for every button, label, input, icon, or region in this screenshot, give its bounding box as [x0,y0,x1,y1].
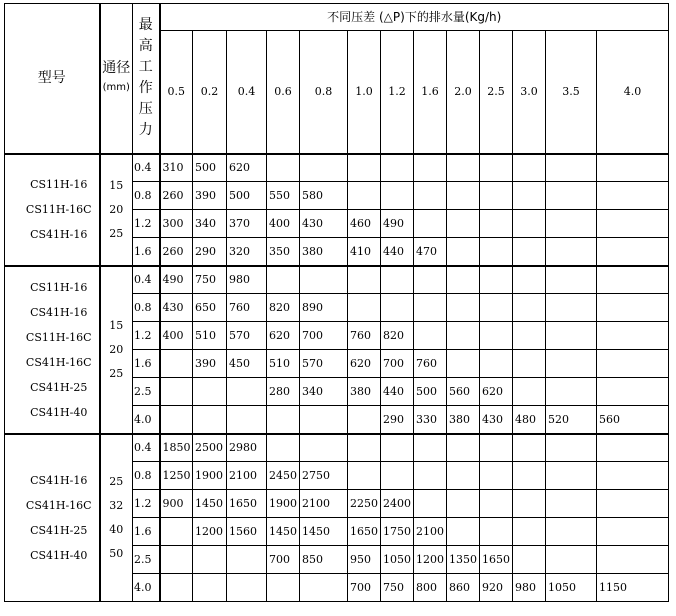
capacity-cell: 620 [267,322,300,350]
capacity-cell [480,518,513,546]
capacity-cell: 560 [597,406,669,434]
diameter-unit: (mm) [102,82,130,94]
capacity-cell [267,574,300,602]
capacity-cell [348,154,381,182]
capacity-cell [300,406,348,434]
table-row [5,266,669,294]
capacity-cell: 1900 [193,462,227,490]
max-pressure-char: 高 [138,38,153,55]
capacity-cell: 400 [160,322,193,350]
capacity-cell [480,462,513,490]
capacity-cell [546,518,597,546]
model-name: CS41H-16 [30,473,88,487]
capacity-cell: 1900 [267,490,300,518]
capacity-cell [546,210,597,238]
capacity-cell [160,350,193,378]
capacity-cell [546,350,597,378]
pressure-cell: 0.4 [133,154,160,182]
model-list [5,434,100,602]
capacity-cell: 620 [480,378,513,406]
capacity-cell: 860 [447,574,480,602]
capacity-cell: 440 [381,238,414,266]
capacity-cell: 500 [227,182,267,210]
pressure-cell: 1.2 [133,210,160,238]
capacity-cell: 570 [227,322,267,350]
capacity-cell [447,518,480,546]
dp-header: 3.5 [546,31,597,154]
capacity-cell [513,350,546,378]
capacity-cell: 450 [227,350,267,378]
capacity-cell [267,154,300,182]
pressure-cell: 4.0 [133,406,160,434]
diameter-list [100,154,133,266]
capacity-cell [160,406,193,434]
capacity-cell: 490 [160,266,193,294]
capacity-cell [546,238,597,266]
pressure-cell: 1.2 [133,490,160,518]
dp-header: 4.0 [597,31,669,154]
capacity-cell: 480 [513,406,546,434]
capacity-cell: 760 [227,294,267,322]
dp-header: 1.6 [414,31,447,154]
capacity-cell [447,154,480,182]
capacity-cell [447,462,480,490]
table-row [5,154,669,182]
capacity-cell: 980 [227,266,267,294]
model-name: CS11H-16 [30,178,88,191]
capacity-cell [546,266,597,294]
capacity-cell [300,266,348,294]
capacity-cell: 2980 [227,434,267,462]
capacity-cell [414,182,447,210]
capacity-cell: 410 [348,238,381,266]
capacity-cell: 430 [480,406,513,434]
capacity-cell [597,490,669,518]
capacity-cell [267,266,300,294]
capacity-cell [480,266,513,294]
capacity-cell [597,378,669,406]
capacity-cell: 430 [300,210,348,238]
dp-header: 0.2 [193,31,227,154]
capacity-cell [546,154,597,182]
pressure-cell: 1.2 [133,322,160,350]
capacity-cell [300,574,348,602]
capacity-cell: 1200 [193,518,227,546]
capacity-cell: 1150 [597,574,669,602]
capacity-cell: 380 [348,378,381,406]
capacity-cell [480,350,513,378]
diameter-value: 32 [109,498,124,512]
model-name: CS11H-16C [25,330,92,344]
capacity-cell: 340 [300,378,348,406]
capacity-cell: 700 [348,574,381,602]
capacity-cell [348,182,381,210]
capacity-cell: 550 [267,182,300,210]
capacity-cell [414,210,447,238]
capacity-cell: 1250 [160,462,193,490]
dp-header: 0.8 [300,31,348,154]
capacity-cell: 1350 [447,546,480,574]
capacity-cell: 2400 [381,490,414,518]
capacity-cell [447,266,480,294]
capacity-cell [513,546,546,574]
capacity-cell: 510 [193,322,227,350]
capacity-cell: 1650 [348,518,381,546]
dp-header: 2.5 [480,31,513,154]
capacity-cell [193,574,227,602]
capacity-cell [193,406,227,434]
capacity-cell: 700 [381,350,414,378]
capacity-cell [447,434,480,462]
capacity-cell [381,182,414,210]
capacity-cell: 470 [414,238,447,266]
capacity-cell [480,294,513,322]
capacity-cell: 1450 [300,518,348,546]
model-name: CS11H-16C [25,203,92,216]
dp-header: 0.6 [267,31,300,154]
diameter-value: 15 [109,178,124,192]
pressure-cell: 4.0 [133,574,160,602]
diameter-header [100,4,133,154]
capacity-cell: 850 [300,546,348,574]
drainage-capacity-table [4,3,669,602]
capacity-cell [447,322,480,350]
capacity-cell: 1200 [414,546,447,574]
capacity-cell: 1650 [227,490,267,518]
capacity-cell: 760 [348,322,381,350]
model-header: 型号 [5,4,100,154]
capacity-cell [447,210,480,238]
dp-header: 2.0 [447,31,480,154]
capacity-cell [160,378,193,406]
dp-header: 3.0 [513,31,546,154]
diameter-header-label: 通径 [102,60,131,77]
capacity-cell: 390 [193,182,227,210]
capacity-cell: 390 [193,350,227,378]
pressure-cell: 0.4 [133,434,160,462]
capacity-cell: 440 [381,378,414,406]
capacity-cell [381,266,414,294]
capacity-cell [348,294,381,322]
capacity-cell [546,490,597,518]
capacity-cell: 300 [160,210,193,238]
capacity-cell [546,182,597,210]
diameter-list [100,434,133,602]
capacity-cell [414,294,447,322]
dp-header: 1.0 [348,31,381,154]
capacity-cell [513,182,546,210]
capacity-cell [513,154,546,182]
capacity-cell: 1050 [381,546,414,574]
capacity-cell [546,322,597,350]
capacity-cell [597,266,669,294]
capacity-cell [513,210,546,238]
capacity-cell [348,462,381,490]
diameter-list [100,266,133,434]
diameter-value: 20 [109,342,124,356]
model-name: CS41H-40 [30,548,88,562]
capacity-cell: 310 [160,154,193,182]
pressure-cell: 0.4 [133,266,160,294]
capacity-cell [447,350,480,378]
capacity-cell [414,490,447,518]
capacity-cell: 370 [227,210,267,238]
capacity-cell [160,574,193,602]
model-name: CS41H-16C [25,355,92,369]
capacity-cell: 2100 [300,490,348,518]
capacity-cell: 800 [414,574,447,602]
capacity-cell [414,434,447,462]
capacity-cell [513,266,546,294]
pressure-cell: 2.5 [133,546,160,574]
capacity-cell: 580 [300,182,348,210]
capacity-cell: 950 [348,546,381,574]
model-name: CS41H-40 [30,405,88,419]
capacity-cell: 820 [381,322,414,350]
capacity-cell: 400 [267,210,300,238]
capacity-cell [597,182,669,210]
capacity-cell [513,434,546,462]
capacity-cell [227,546,267,574]
model-name: CS41H-16 [30,305,88,319]
capacity-cell [381,462,414,490]
capacity-cell [546,294,597,322]
capacity-cell: 890 [300,294,348,322]
diameter-value: 15 [109,318,124,332]
capacity-cell [160,518,193,546]
capacity-cell [513,322,546,350]
pressure-cell: 1.6 [133,238,160,266]
capacity-cell: 2250 [348,490,381,518]
pressure-cell: 1.6 [133,518,160,546]
capacity-cell [348,434,381,462]
capacity-cell: 510 [267,350,300,378]
capacity-cell: 350 [267,238,300,266]
capacity-cell [480,154,513,182]
capacity-cell [597,350,669,378]
diameter-value: 25 [109,226,124,240]
capacity-cell [480,322,513,350]
capacity-cell: 2750 [300,462,348,490]
capacity-cell: 1050 [546,574,597,602]
capacity-cell: 330 [414,406,447,434]
capacity-cell [597,518,669,546]
diameter-value: 20 [109,202,124,216]
capacity-cell: 750 [381,574,414,602]
capacity-cell: 2450 [267,462,300,490]
capacity-cell [267,434,300,462]
capacity-cell: 620 [227,154,267,182]
capacity-cell [193,546,227,574]
capacity-cell [447,238,480,266]
capacity-cell [300,154,348,182]
max-pressure-char: 最 [138,17,153,34]
model-name: CS41H-25 [30,380,88,394]
diameter-value: 25 [109,366,124,380]
capacity-cell: 920 [480,574,513,602]
capacity-cell [546,546,597,574]
capacity-cell: 570 [300,350,348,378]
capacity-cell [447,182,480,210]
capacity-cell: 700 [267,546,300,574]
capacity-cell [227,378,267,406]
max-pressure-char: 作 [138,80,153,97]
capacity-cell [414,266,447,294]
capacity-cell: 1850 [160,434,193,462]
capacity-cell [381,434,414,462]
capacity-cell: 1750 [381,518,414,546]
capacity-cell: 460 [348,210,381,238]
capacity-cell [597,462,669,490]
capacity-cell: 650 [193,294,227,322]
capacity-cell [480,490,513,518]
table-body [5,4,669,602]
capacity-cell: 620 [348,350,381,378]
model-name: CS41H-16C [25,498,92,512]
diameter-value: 50 [109,546,124,560]
capacity-cell [513,518,546,546]
capacity-cell [480,210,513,238]
capacity-cell [447,294,480,322]
capacity-cell: 380 [447,406,480,434]
capacity-cell: 1450 [267,518,300,546]
capacity-cell [513,490,546,518]
table-row [5,434,669,462]
pressure-difference-header: 不同压差 (△P)下的排水量(Kg/h) [160,4,669,31]
capacity-cell: 500 [193,154,227,182]
capacity-cell: 700 [300,322,348,350]
capacity-cell [597,322,669,350]
dp-header: 0.5 [160,31,193,154]
max-pressure-char: 力 [138,122,153,139]
max-pressure-char: 压 [138,101,153,118]
capacity-cell: 1560 [227,518,267,546]
capacity-cell [414,154,447,182]
capacity-cell [193,378,227,406]
capacity-cell [546,462,597,490]
capacity-cell [414,322,447,350]
model-list [5,154,100,266]
capacity-cell [480,238,513,266]
capacity-cell [160,546,193,574]
capacity-cell: 340 [193,210,227,238]
capacity-cell [597,210,669,238]
capacity-cell: 290 [381,406,414,434]
capacity-cell [381,294,414,322]
capacity-cell [597,434,669,462]
capacity-cell: 280 [267,378,300,406]
capacity-cell: 1450 [193,490,227,518]
capacity-cell: 430 [160,294,193,322]
capacity-cell [447,490,480,518]
capacity-cell: 490 [381,210,414,238]
capacity-cell: 2100 [414,518,447,546]
diameter-value: 40 [109,522,124,536]
capacity-cell: 520 [546,406,597,434]
capacity-cell [480,182,513,210]
capacity-cell [348,266,381,294]
capacity-cell [480,434,513,462]
capacity-cell: 750 [193,266,227,294]
capacity-cell [597,546,669,574]
capacity-cell [381,154,414,182]
capacity-cell [300,434,348,462]
capacity-cell: 290 [193,238,227,266]
capacity-cell [227,406,267,434]
capacity-cell [546,434,597,462]
model-list [5,266,100,434]
capacity-cell [348,406,381,434]
capacity-cell [414,462,447,490]
pressure-cell: 0.8 [133,462,160,490]
capacity-cell [267,406,300,434]
pressure-cell: 0.8 [133,182,160,210]
capacity-cell [513,462,546,490]
model-name: CS41H-25 [30,523,88,537]
capacity-cell: 260 [160,182,193,210]
capacity-cell: 1650 [480,546,513,574]
capacity-cell [546,378,597,406]
capacity-cell: 380 [300,238,348,266]
dp-header: 1.2 [381,31,414,154]
capacity-cell: 820 [267,294,300,322]
pressure-cell: 2.5 [133,378,160,406]
capacity-cell [513,378,546,406]
capacity-cell: 900 [160,490,193,518]
capacity-cell: 560 [447,378,480,406]
capacity-cell: 320 [227,238,267,266]
capacity-cell [597,154,669,182]
dp-header: 0.4 [227,31,267,154]
capacity-cell: 260 [160,238,193,266]
diameter-value: 25 [109,474,124,488]
pressure-cell: 0.8 [133,294,160,322]
model-name: CS11H-16 [30,280,88,294]
capacity-cell: 760 [414,350,447,378]
capacity-cell [597,294,669,322]
capacity-cell: 980 [513,574,546,602]
capacity-cell: 2500 [193,434,227,462]
pressure-cell: 1.6 [133,350,160,378]
max-pressure-header [133,4,160,154]
capacity-cell [513,294,546,322]
capacity-cell [513,238,546,266]
max-pressure-char: 工 [138,59,153,76]
capacity-cell: 500 [414,378,447,406]
capacity-cell [597,238,669,266]
model-name: CS41H-16 [30,228,88,241]
capacity-cell [227,574,267,602]
capacity-cell: 2100 [227,462,267,490]
